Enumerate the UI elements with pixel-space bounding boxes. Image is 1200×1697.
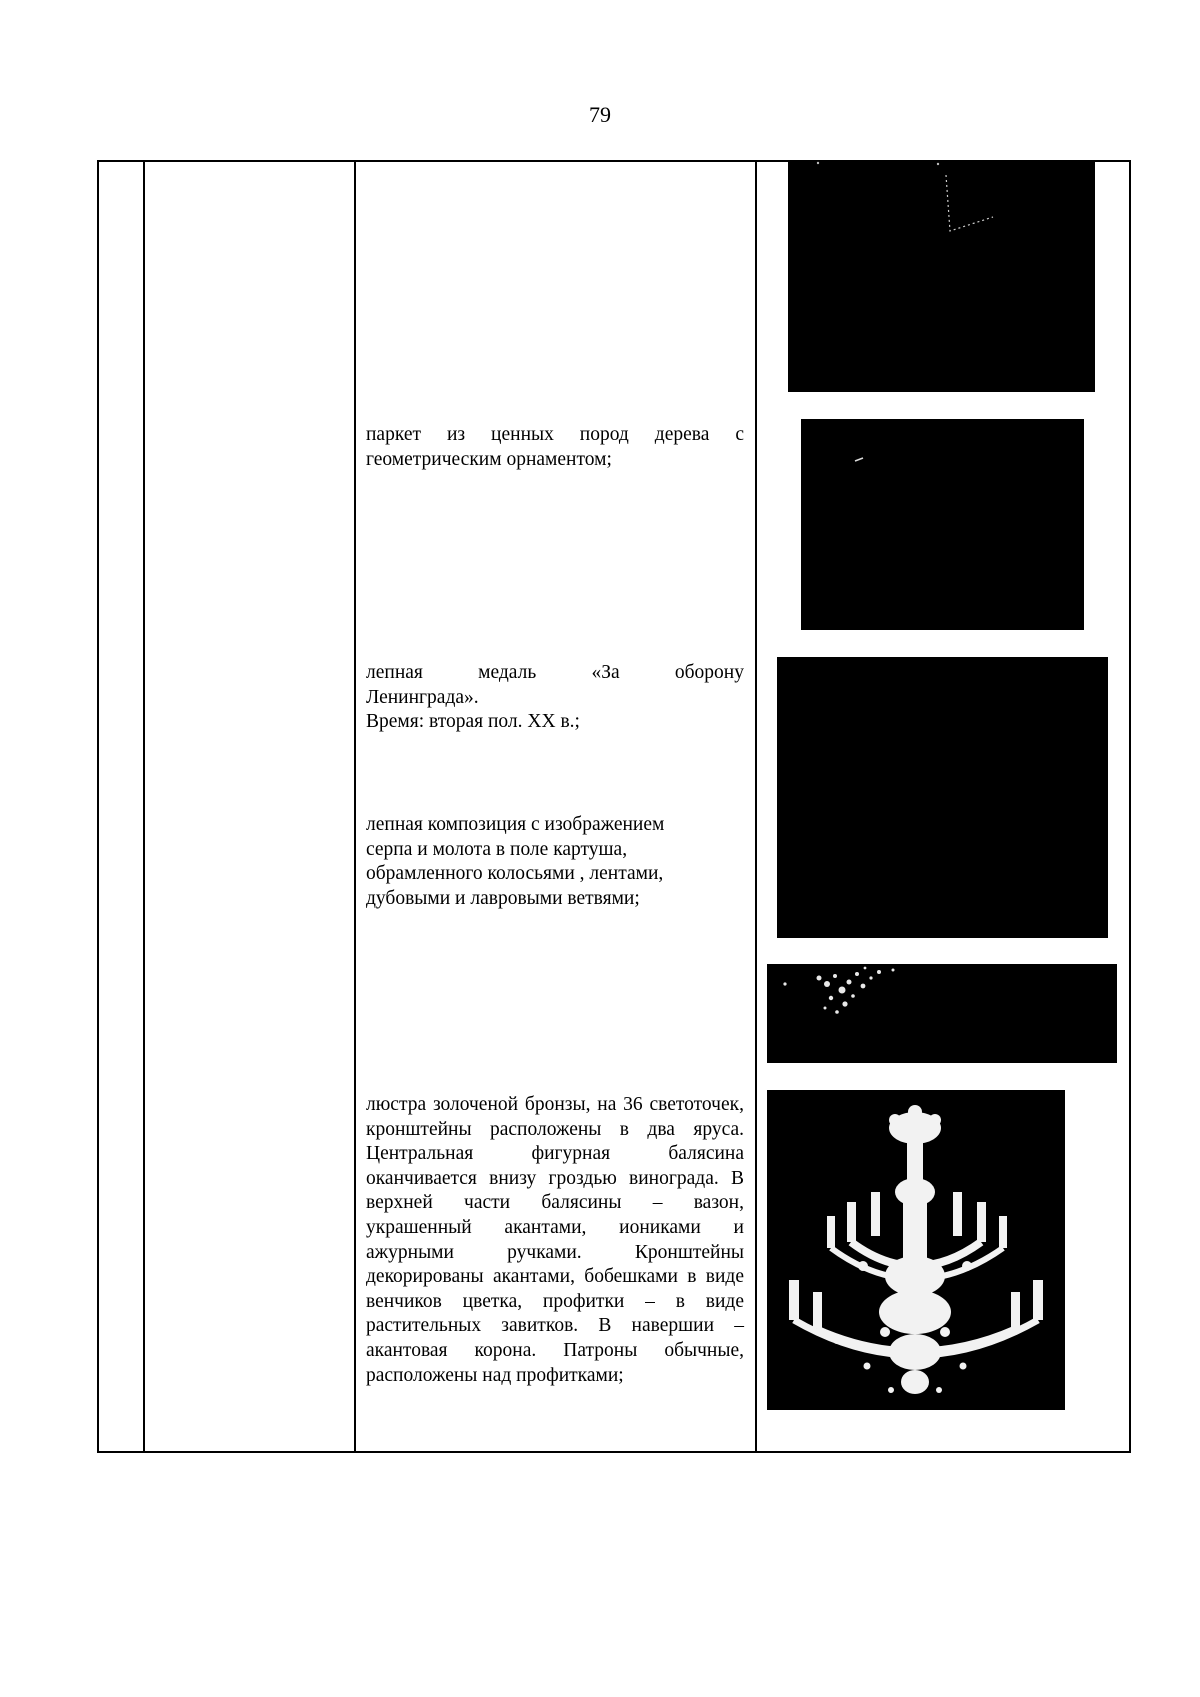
description-line: Время: вторая пол. XX в.;: [366, 711, 580, 733]
table-column-divider: [755, 160, 757, 1453]
item-description-chandelier: люстра золоченой бронзы, на 36 светоточек, кронштейны расположены в два яруса. Центральная фигурная балясина оканчивается внизу гроздью винограда. В верхней части балясины – вазон, украшенный акантами, иониками и ажурными ручками. Кронштейны декорированы акантами, бобешками в виде венчиков цветка, профитки – в виде растительных завитков. В навершии – акантовая корона. Патроны обычные, расположены над профитками;: [366, 1094, 744, 1386]
table-column-divider: [143, 160, 145, 1453]
ceiling-photo-detail: [788, 161, 1095, 392]
table-border-right: [1129, 160, 1131, 1453]
table-border-left: [97, 160, 99, 1453]
medal-photo: [777, 657, 1108, 938]
stucco-composition-photo: [767, 964, 1117, 1063]
description-line: геометрическим орнаментом;: [366, 448, 612, 470]
parquet-photo: [801, 419, 1084, 630]
description-line: лепная медаль «За оборону: [366, 662, 744, 683]
item-description-stucco: [366, 813, 744, 911]
table-column-divider: [354, 160, 356, 1453]
chandelier-detail: [767, 1090, 1065, 1410]
chandelier-photo: [767, 1090, 1065, 1410]
ceiling-photo: [788, 161, 1095, 392]
item-description-medal: [366, 661, 744, 735]
description-line: серпа и молота в поле картуша,: [366, 838, 628, 860]
description-line: Ленинграда».: [366, 686, 479, 708]
item-description-parquet: [366, 423, 744, 472]
description-line: дубовыми и лавровыми ветвями;: [366, 887, 640, 909]
table-border-bottom: [97, 1451, 1131, 1453]
parquet-photo-detail: [801, 419, 1084, 630]
page-number: 79: [589, 102, 611, 127]
description-line: паркет из ценных пород дерева с: [366, 424, 744, 445]
stucco-composition-detail: [767, 964, 1117, 1063]
description-line: лепная композиция с изображением: [366, 814, 665, 835]
description-line: обрамленного колосьями , лентами,: [366, 863, 664, 885]
